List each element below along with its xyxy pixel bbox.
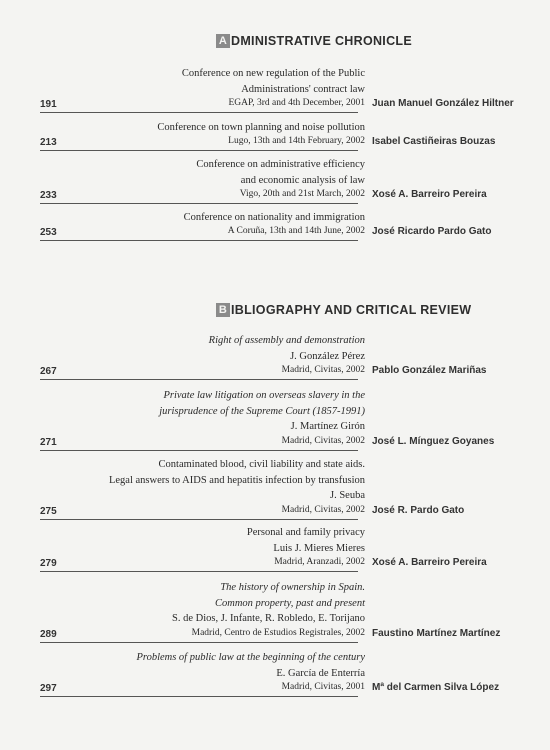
entry-place: Madrid, Civitas, 2002 [281,365,365,375]
entry-place: Madrid, Aranzadi, 2002 [274,557,365,567]
toc-entry [0,66,550,114]
entry-place: Vigo, 20th and 21st March, 2002 [239,189,365,199]
entry-author: Mª del Carmen Silva López [372,682,500,693]
toc-entry [0,120,550,152]
entry-author-book: S. de Dios, J. Infante, R. Robledo, E. Torijano [171,613,365,624]
entry-place: Madrid, Centro de Estudios Registrales, 2002 [191,628,365,638]
toc-entry [0,650,550,698]
entry-author: José Ricardo Pardo Gato [372,226,492,237]
entry-title: Conference on town planning and noise pollution [157,122,365,133]
entry-author: Pablo González Mariñas [372,365,487,376]
entry-author-book: J. Seuba [330,490,365,501]
toc-entry [0,210,550,242]
page-number: 213 [40,137,57,148]
entry-author-book: J. González Pérez [290,350,365,362]
page-number: 279 [40,558,57,569]
section-initial: B [216,303,230,317]
entry-author: José L. Mínguez Goyanes [372,436,495,447]
toc-entry [0,580,550,644]
section-heading-administrative [216,34,412,48]
entry-title: Conference on new regulation of the Public Administrations' contract law [181,68,365,95]
entry-author-book: E. García de Enterría [276,667,365,679]
entry-title: Personal and family privacy Luis J. Mieres Mieres [35,525,365,556]
entry-author: Juan Manuel González Hiltner [372,98,514,109]
page-number: 275 [40,506,57,517]
entry-title: Conference on administrative efficiency and economic analysis of law [196,159,365,186]
page-number: 297 [40,683,57,694]
entry-author: José R. Pardo Gato [372,505,465,516]
page-number: 253 [40,227,57,238]
entry-place: Madrid, Civitas, 2002 [281,505,365,515]
entry-title: Problems of public law at the beginning of the century E. García de Enterría [35,650,365,681]
entry-title: Private law litigation on overseas slavery in the jurisprudence of the Supreme Court (1857-1991) J. Martínez Girón [35,388,365,435]
entry-place: Lugo, 13th and 14th February, 2002 [228,136,365,146]
entry-author: Isabel Castiñeiras Bouzas [372,136,496,147]
entry-title: Right of assembly and demonstration J. González Pérez [35,333,365,364]
toc-entry [0,525,550,573]
section-heading-bibliography [216,303,471,317]
page-number: 233 [40,190,57,201]
toc-entry [0,388,550,452]
section-initial: A [216,34,230,48]
page-number: 267 [40,366,57,377]
entry-title: Contaminated blood, civil liability and state aids. Legal answers to AIDS and hepatitis infection by transfusion J. Seuba [35,457,365,504]
section-title: DMINISTRATIVE CHRONICLE [231,34,412,48]
toc-entry [0,157,550,205]
entry-place: EGAP, 3rd and 4th December, 2001 [228,98,365,108]
entry-place: Madrid, Civitas, 2001 [281,682,365,692]
entry-title: The history of ownership in Spain. Common property, past and present S. de Dios, J. Infante, R. Robledo, E. Torijano [35,580,365,627]
entry-place: Madrid, Civitas, 2002 [281,436,365,446]
entry-author-book: Luis J. Mieres Mieres [273,542,365,554]
page-number: 271 [40,437,57,448]
entry-place: A Coruña, 13th and 14th June, 2002 [227,226,365,236]
toc-entry [0,333,550,381]
page-number: 191 [40,99,57,110]
entry-author: Xosé A. Barreiro Pereira [372,557,487,568]
page-number: 289 [40,629,57,640]
entry-author: Faustino Martínez Martínez [372,628,501,639]
entry-title: Conference on nationality and immigration [183,212,365,223]
section-title: IBLIOGRAPHY AND CRITICAL REVIEW [231,303,472,317]
entry-author: Xosé A. Barreiro Pereira [372,189,487,200]
toc-entry [0,457,550,521]
entry-author-book: J. Martínez Girón [290,421,365,432]
